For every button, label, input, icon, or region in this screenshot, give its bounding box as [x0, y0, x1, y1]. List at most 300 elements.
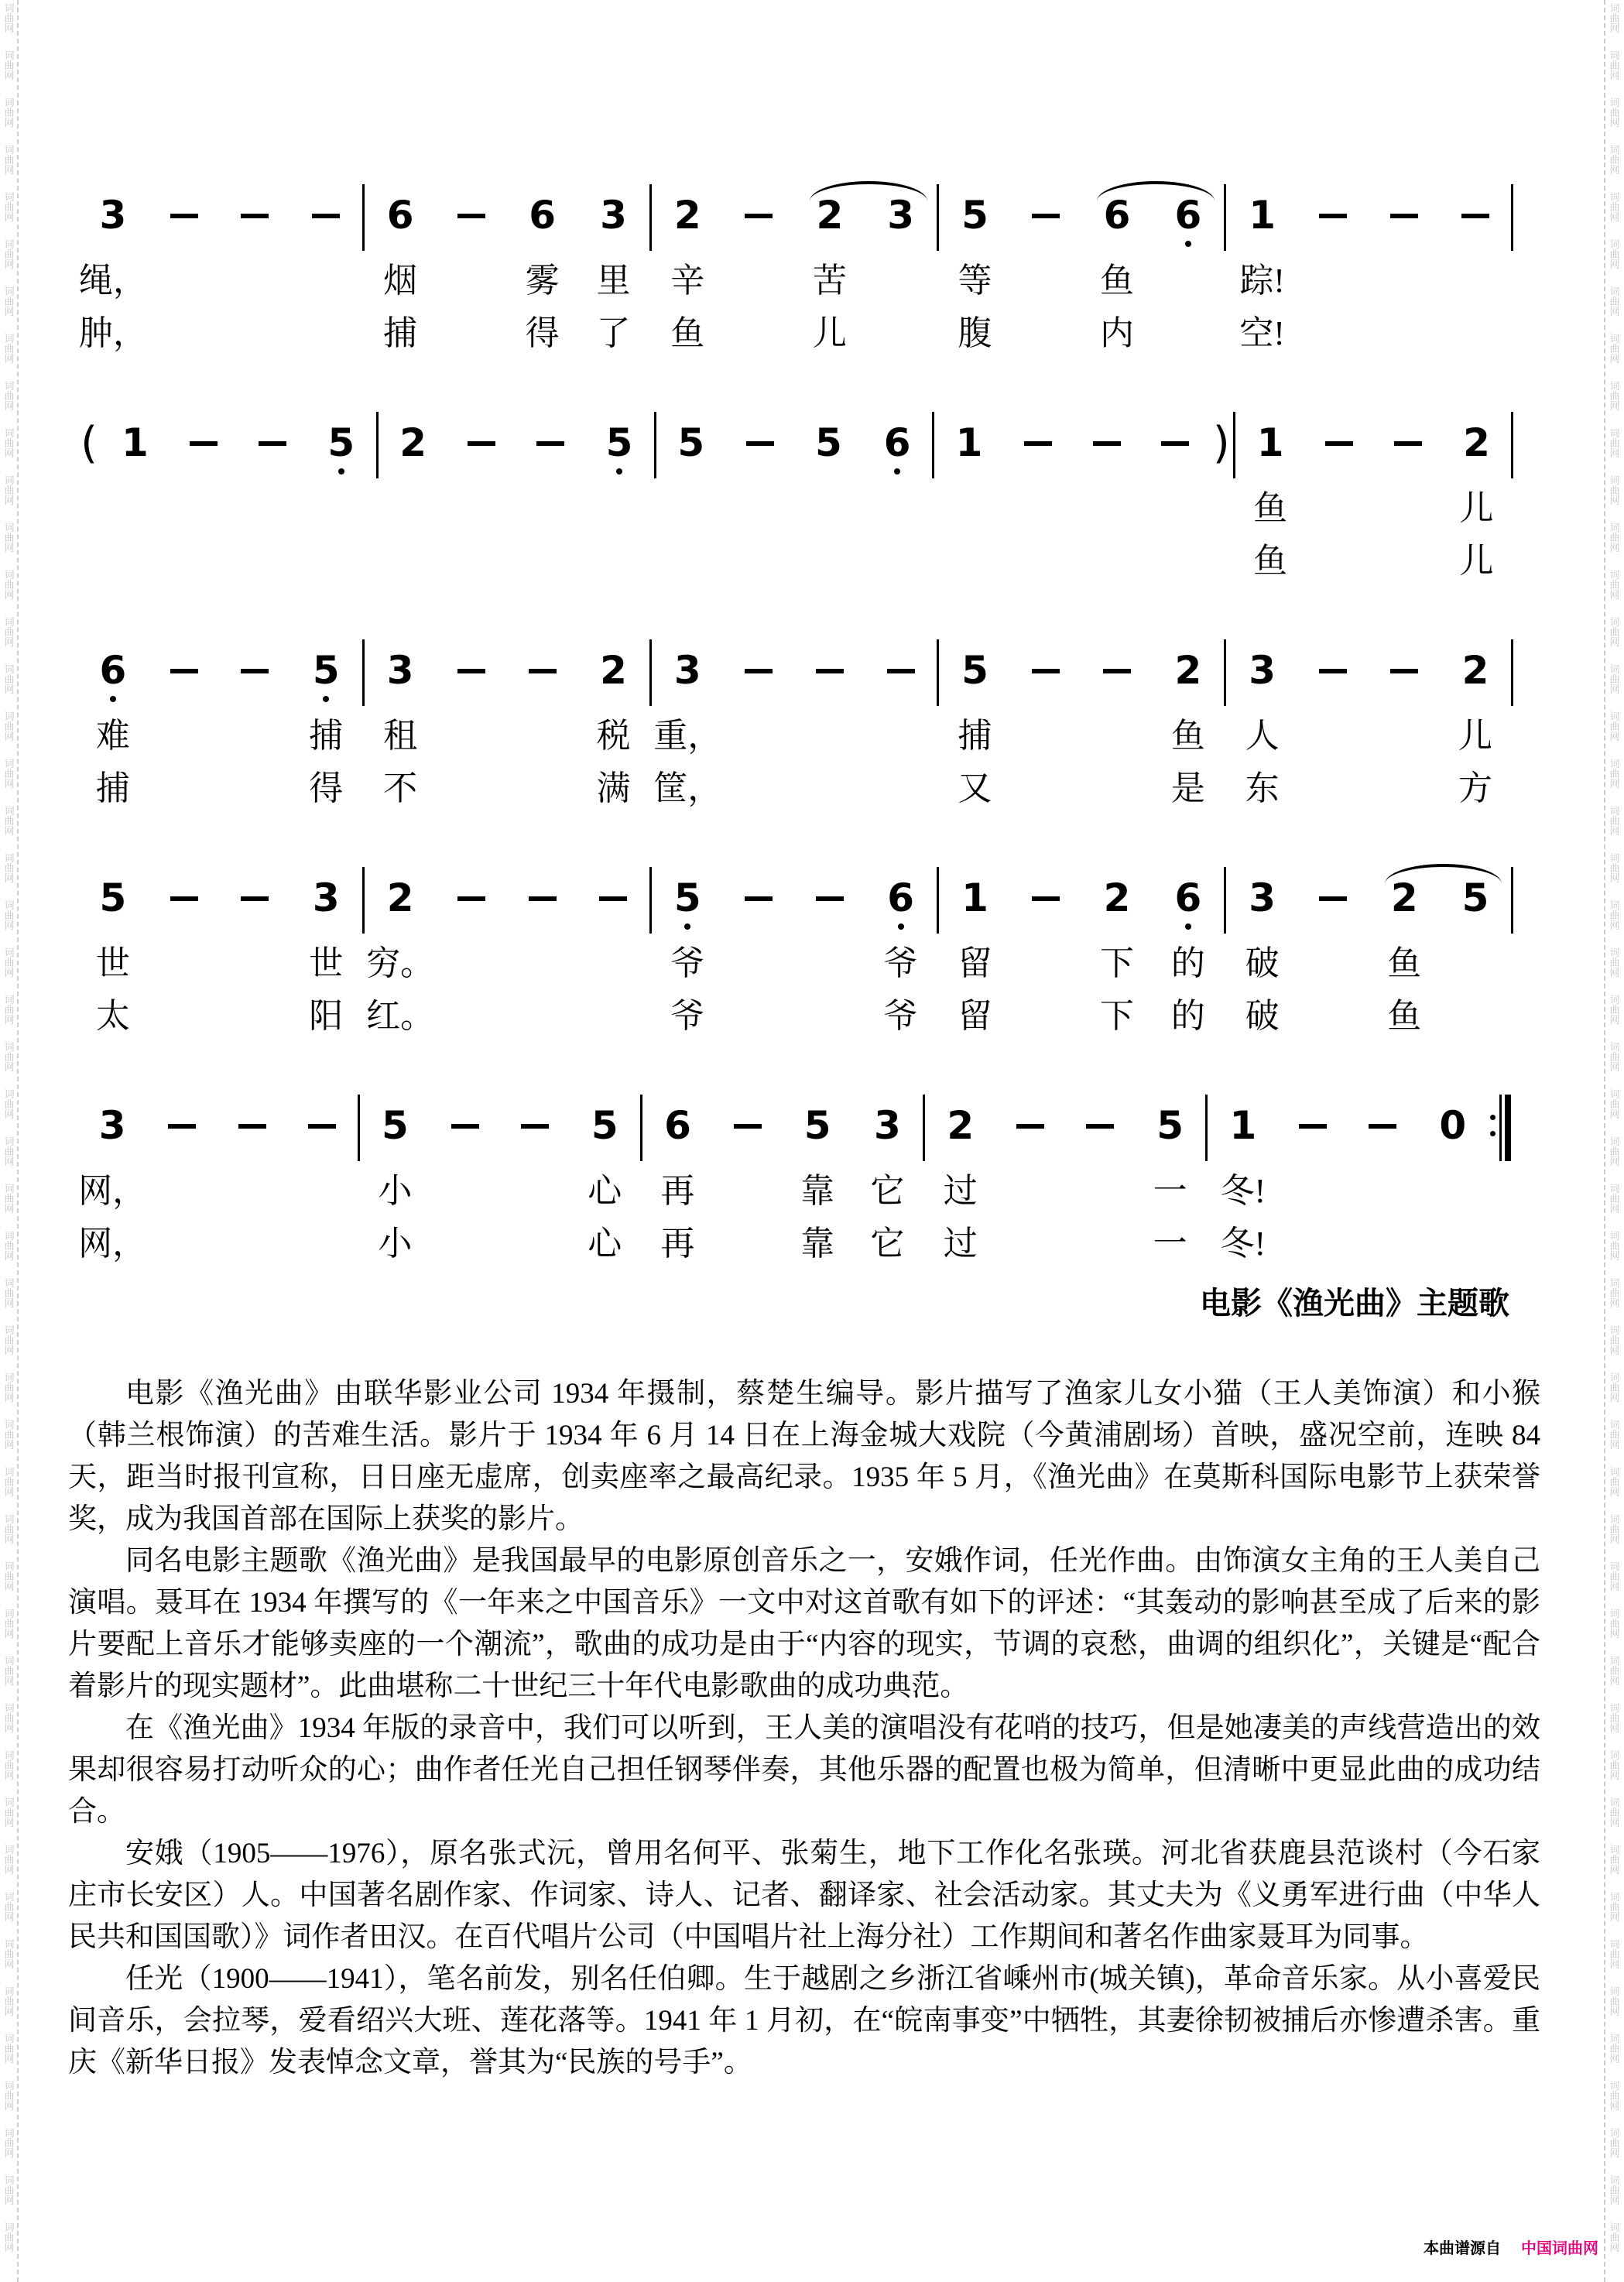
lyric-line2 — [436, 768, 507, 821]
lyric-line2: 心 — [588, 1225, 622, 1263]
lyric-line1: 爷 — [883, 944, 918, 982]
lyric-line2 — [863, 540, 932, 593]
lyric-line1 — [578, 943, 649, 995]
lyric-line2 — [585, 540, 654, 593]
lyric-line2 — [1511, 995, 1514, 1048]
dash-token — [723, 649, 794, 821]
watermark-text: 词 曲 网 — [4, 2222, 15, 2253]
watermark-text: 词 曲 网 — [1609, 1513, 1620, 1545]
lyric-line2: 鱼 — [1253, 542, 1288, 580]
watermark-text: 词 曲 网 — [1609, 2, 1620, 34]
watermark-text: 词 曲 网 — [4, 1088, 15, 1120]
lyric-line2 — [865, 768, 937, 821]
dash-token — [149, 649, 220, 821]
lyric-line1 — [1348, 1170, 1417, 1223]
source-credit — [1424, 2236, 1598, 2258]
lyric-line2 — [1369, 313, 1440, 365]
note-token: 1 — [101, 421, 170, 593]
lyric-line1 — [170, 488, 238, 540]
lyric-line1 — [1418, 1170, 1488, 1223]
paragraph: 电影《渔光曲》由联华影业公司 1934 年摄制，蔡楚生编导。影片描写了渔家儿女小猫（王人美饰演）和小猴（韩兰根饰演）的苦难生活。影片于 1934 年 6 月 14 日在上海金城大戏院（今黄浦剧场）首映，盛况空前，连映 84 天，距当时报刊宣称，日日座无虚席，创卖座率之最高纪录。1935 年 5 月，《渔光曲》在莫斯科国际电影节上获荣誉奖，成为我国首部在国际上获奖的影片。 — [68, 1378, 1540, 1535]
lyric-line1 — [1440, 260, 1511, 313]
lyric-line2 — [170, 540, 238, 593]
paragraph: 同名电影主题歌《渔光曲》是我国最早的电影原创音乐之一，安娥作词，任光作曲。由饰演女主角的王人美自己演唱。聂耳在 1934 年撰写的《一年来之中国音乐》一文中对这首歌有如下的评述：“其轰动的影响甚至成了后来的影片要配上音乐才能够卖座的一个潮流”，歌曲的成功是由于“内容的现实，节调的哀愁，曲调的组织化”，关键是“配合着影片的现实题材”。此曲堪称二十世纪三十年代电影歌曲的成功典范。 — [68, 1545, 1540, 1702]
note-token: 6 — [863, 421, 932, 593]
watermark-text: 词 曲 网 — [1609, 238, 1620, 270]
watermark-text: 词 曲 网 — [4, 380, 15, 412]
lyric-line2 — [1141, 540, 1210, 593]
watermark-text: 词 曲 网 — [1609, 994, 1620, 1026]
lyric-line2: 是 — [1170, 769, 1205, 807]
lyric-line2: 又 — [958, 769, 992, 807]
watermark-text: 词 曲 网 — [4, 805, 15, 837]
watermark-text: 词 曲 网 — [4, 1513, 15, 1545]
watermark-text: 词 曲 网 — [4, 427, 15, 459]
paragraph: 安娥（1905——1976），原名张式沅，曾用名何平、张菊生，地下工作化名张瑛。河北省获鹿县范谈村（今石家庄市长安区）人。中国著名剧作家、作词家、诗人、记者、翻译家、社会活动家。其丈夫为《义勇军进行曲（中华人民共和国国歌）》词作者田汉。在百代唱片公司（中国唱片社上海分社）工作期间和著名作曲家聂耳为同事。 — [68, 1838, 1540, 1953]
watermark-text: 词 曲 网 — [4, 50, 15, 81]
lyric-line2: 靠 — [800, 1225, 835, 1263]
dash-token — [794, 649, 865, 821]
lyric-line2: 得 — [309, 769, 344, 807]
lyric-line2 — [578, 995, 649, 1048]
lyric-line1: 鱼 — [1253, 489, 1288, 527]
dash-token — [507, 876, 578, 1048]
note-token: 5 心 心 — [570, 1104, 639, 1276]
lyric-line2 — [1003, 540, 1072, 593]
lyric-line1: 破 — [1245, 944, 1280, 982]
note-token: 0 — [1418, 1104, 1488, 1276]
lyric-line1: 世 — [309, 944, 344, 982]
lyric-line2: 方 — [1458, 769, 1493, 807]
note-token: 3 里 了 — [578, 194, 649, 365]
lyric-line2 — [1511, 768, 1514, 821]
lyric-line1 — [1373, 488, 1442, 540]
note-token: 5 爷 爷 — [652, 876, 723, 1048]
watermark-text: 词 曲 网 — [4, 144, 15, 176]
dash-token — [1373, 421, 1442, 593]
watermark-text: 词 曲 网 — [1609, 1183, 1620, 1215]
lyric-line1 — [220, 715, 291, 768]
lyric-line1 — [220, 260, 291, 313]
note-token: 3 重， 筐， — [652, 649, 723, 821]
watermark-text: 词 曲 网 — [1609, 1891, 1620, 1923]
slur-arc — [1385, 864, 1502, 884]
watermark-text: 词 曲 网 — [1609, 1372, 1620, 1403]
lyric-line2 — [1210, 540, 1233, 593]
watermark-text: 词 曲 网 — [1609, 2080, 1620, 2112]
lyric-line1 — [507, 715, 578, 768]
lyric-line2 — [713, 1223, 783, 1276]
lyric-line2: 爷 — [670, 997, 705, 1035]
watermark-text: 词 曲 网 — [4, 1419, 15, 1451]
watermark-text: 词 曲 网 — [1609, 1466, 1620, 1498]
lyric-line1 — [723, 260, 794, 313]
lyric-line2: 留 — [958, 997, 992, 1035]
watermark-text: 词 曲 网 — [4, 994, 15, 1026]
lyric-line1 — [1010, 260, 1081, 313]
dash-token — [149, 876, 220, 1048]
lyric-line2 — [1278, 1223, 1348, 1276]
dash-token — [1298, 876, 1369, 1048]
watermark-text: 词 曲 网 — [1609, 2033, 1620, 2064]
dash-token — [220, 194, 291, 365]
note-token: 5 — [307, 421, 375, 593]
lyric-line1: 小 — [378, 1172, 413, 1210]
lyric-line1: 踪! — [1239, 262, 1285, 300]
dash-token — [287, 1104, 357, 1276]
dash-token — [500, 1104, 570, 1276]
lyric-line1 — [1278, 1170, 1348, 1223]
watermark-text: 词 曲 网 — [4, 191, 15, 223]
watermark-text: 词 曲 网 — [4, 1466, 15, 1498]
dash-token — [725, 421, 794, 593]
lyric-line1 — [585, 488, 654, 540]
dash-token — [218, 1104, 287, 1276]
lyric-line1 — [863, 488, 932, 540]
lyric-line2: 捕 — [383, 314, 418, 352]
lyric-line2 — [865, 313, 937, 365]
lyric-line2 — [379, 540, 447, 593]
watermark-text: 词 曲 网 — [1609, 758, 1620, 790]
lyric-line2: 儿 — [1459, 542, 1494, 580]
watermark-text: 词 曲 网 — [4, 1324, 15, 1356]
lyric-line2 — [220, 313, 291, 365]
lyric-line2 — [1305, 540, 1374, 593]
lyric-line2 — [507, 995, 578, 1048]
lyric-line1 — [1210, 488, 1233, 540]
lyric-line1: 它 — [870, 1172, 905, 1210]
barline — [1511, 649, 1514, 821]
lyric-line1 — [238, 488, 307, 540]
lyric-line2 — [307, 540, 375, 593]
note-token: 3 它 它 — [852, 1104, 922, 1276]
lyric-line1 — [713, 1170, 783, 1223]
dash-token — [1298, 194, 1369, 365]
paragraph: 任光（1900——1941），笔名前发，别名任伯卿。生于越剧之乡浙江省嵊州市(城关镇)，革命音乐家。从小喜爱民间音乐，会拉琴，爱看绍兴大班、莲花落等。1941 年 1 月初，在“皖南事变”中牺牲，其妻徐韧被捕后亦惨遭杀害。重庆《新华日报》发表悼念文章，誉其为“民族的号手”。 — [68, 1963, 1540, 2078]
lyric-line1: 儿 — [1458, 717, 1493, 755]
lyric-line2 — [1081, 768, 1153, 821]
lyric-line1 — [1003, 488, 1072, 540]
lyric-line1: 儿 — [1459, 489, 1494, 527]
lyric-line2: 鱼 — [1387, 997, 1422, 1035]
lyric-line1: 再 — [660, 1172, 695, 1210]
watermark-text: 词 曲 网 — [1609, 2222, 1620, 2253]
lyric-line2 — [290, 313, 361, 365]
watermark-text: 词 曲 网 — [1609, 427, 1620, 459]
watermark-text: 词 曲 网 — [4, 852, 15, 884]
lyric-line1 — [723, 943, 794, 995]
info-text — [68, 1373, 1540, 2084]
lyric-line2 — [1511, 540, 1514, 593]
lyric-line2 — [1418, 1223, 1488, 1276]
paren-token: ) — [1210, 421, 1233, 593]
lyric-line1 — [1153, 260, 1224, 313]
lyric-line1 — [290, 260, 361, 313]
lyric-line1 — [436, 943, 507, 995]
watermark-right — [1607, 3, 1622, 2282]
lyric-line2: 腹 — [958, 314, 992, 352]
note-token: 5 等 腹 — [940, 194, 1011, 365]
lyric-line2 — [1298, 313, 1369, 365]
lyric-line2 — [77, 540, 101, 593]
note-token: 2 鱼 鱼 — [1369, 876, 1440, 1048]
watermark-text: 词 曲 网 — [4, 1844, 15, 1876]
lyric-line1 — [516, 488, 585, 540]
lyric-line2: 东 — [1245, 769, 1280, 807]
lyric-line2 — [1010, 313, 1081, 365]
lyric-line1 — [794, 488, 863, 540]
lyric-line1 — [1010, 715, 1081, 768]
dash-token — [1305, 421, 1374, 593]
lyric-line1 — [794, 715, 865, 768]
lyric-line1: 烟 — [383, 262, 418, 300]
lyric-line1: 鱼 — [1387, 944, 1422, 982]
score-system — [77, 649, 1514, 821]
lyric-line2: 阳 — [309, 997, 344, 1035]
lyric-line2 — [794, 995, 865, 1048]
note-token: 5 — [585, 421, 654, 593]
lyric-line2: 满 — [596, 769, 631, 807]
note-token: 5 — [1440, 876, 1511, 1048]
watermark-text: 词 曲 网 — [4, 1608, 15, 1640]
song-caption: 电影《渔光曲》主题歌 — [1200, 1286, 1509, 1321]
lyric-line2 — [656, 540, 725, 593]
lyric-line1: 等 — [958, 262, 992, 300]
lyric-line1 — [1369, 260, 1440, 313]
left-dashed-border — [17, 0, 19, 2282]
watermark-text: 词 曲 网 — [1609, 522, 1620, 553]
lyric-line1 — [430, 1170, 499, 1223]
watermark-text: 词 曲 网 — [1609, 1986, 1620, 2017]
dash-token — [516, 421, 585, 593]
lyric-line1 — [656, 488, 725, 540]
watermark-text: 词 曲 网 — [4, 1372, 15, 1403]
lyric-line1: 捕 — [958, 717, 992, 755]
lyric-line1 — [1065, 1170, 1135, 1223]
dash-token — [436, 876, 507, 1048]
lyric-line2 — [794, 540, 863, 593]
watermark-text: 词 曲 网 — [4, 2127, 15, 2159]
note-token: 6 的 的 — [1153, 876, 1224, 1048]
lyric-line1 — [1298, 943, 1369, 995]
watermark-text: 词 曲 网 — [1609, 1844, 1620, 1876]
watermark-text: 词 曲 网 — [4, 286, 15, 317]
lyric-line2: 太 — [95, 997, 130, 1035]
watermark-text: 词 曲 网 — [4, 2174, 15, 2206]
watermark-text: 词 曲 网 — [1609, 380, 1620, 412]
lyric-line1: 租 — [383, 717, 418, 755]
dash-token — [713, 1104, 783, 1276]
note-token: 6 爷 爷 — [865, 876, 937, 1048]
dash-token — [1278, 1104, 1348, 1276]
watermark-text: 词 曲 网 — [4, 1561, 15, 1592]
lyric-line2 — [500, 1223, 570, 1276]
lyric-line2 — [1348, 1223, 1417, 1276]
lyric-line1 — [1010, 943, 1081, 995]
lyric-line2 — [220, 995, 291, 1048]
lyric-line2 — [436, 313, 507, 365]
watermark-text: 词 曲 网 — [4, 2, 15, 34]
note-token: 5 — [794, 421, 863, 593]
watermark-text: 词 曲 网 — [4, 1702, 15, 1734]
lyric-line2 — [1072, 540, 1141, 593]
dash-token — [995, 1104, 1065, 1276]
note-token: 1 踪! 空! — [1227, 194, 1298, 365]
note-token: 6 雾 得 — [507, 194, 578, 365]
watermark-text: 词 曲 网 — [1609, 899, 1620, 931]
watermark-text: 词 曲 网 — [1609, 616, 1620, 648]
dash-token — [1369, 649, 1440, 821]
lyric-line1: 人 — [1245, 717, 1280, 755]
lyric-line1 — [147, 1170, 217, 1223]
dash-token — [290, 194, 361, 365]
lyric-line2 — [794, 768, 865, 821]
lyric-line2 — [1440, 313, 1511, 365]
watermark-text: 词 曲 网 — [1609, 1938, 1620, 1970]
lyric-line1 — [1072, 488, 1141, 540]
dash-token — [436, 649, 507, 821]
watermark-text: 词 曲 网 — [4, 1277, 15, 1309]
lyric-line2: 肿， — [78, 314, 147, 352]
lyric-line2: 内 — [1100, 314, 1135, 352]
lyric-line1: 的 — [1170, 944, 1205, 982]
end-repeat-barline — [1488, 1104, 1514, 1276]
lyric-line1 — [725, 488, 794, 540]
lyric-line1 — [1298, 715, 1369, 768]
lyric-line1: 鱼 — [1100, 262, 1135, 300]
note-token: 6 难 捕 — [77, 649, 149, 821]
lyric-line2 — [1153, 313, 1224, 365]
watermark-text: 词 曲 网 — [1609, 947, 1620, 978]
lyric-line1: 难 — [95, 717, 130, 755]
lyric-line2: 冬! — [1220, 1225, 1266, 1263]
lyric-line1 — [436, 260, 507, 313]
dash-token — [1348, 1104, 1417, 1276]
lyric-line2 — [935, 540, 1004, 593]
watermark-text: 词 曲 网 — [4, 758, 15, 790]
note-token: 1 — [935, 421, 1004, 593]
note-token: 1 冬! 冬! — [1208, 1104, 1278, 1276]
lyric-line1: 绳， — [78, 262, 147, 300]
lyric-line1 — [1141, 488, 1210, 540]
lyric-line2 — [287, 1223, 357, 1276]
lyric-line1 — [500, 1170, 570, 1223]
note-token: 5 世 太 — [77, 876, 149, 1048]
watermark-text: 词 曲 网 — [4, 475, 15, 506]
dash-token — [238, 421, 307, 593]
note-token: 1 鱼 鱼 — [1236, 421, 1305, 593]
watermark-text: 词 曲 网 — [4, 1938, 15, 1970]
lyric-line1: 辛 — [670, 262, 705, 300]
dash-token — [1010, 194, 1081, 365]
watermark-text: 词 曲 网 — [4, 1230, 15, 1262]
watermark-left — [2, 3, 17, 2282]
watermark-text: 词 曲 网 — [1609, 663, 1620, 695]
watermark-text: 词 曲 网 — [1609, 569, 1620, 601]
watermark-text: 词 曲 网 — [4, 1136, 15, 1167]
watermark-text: 词 曲 网 — [1609, 333, 1620, 365]
score-system — [77, 1104, 1514, 1276]
lyric-line1 — [149, 260, 220, 313]
lyric-line2: 红。 — [366, 997, 435, 1035]
lyric-line1 — [149, 943, 220, 995]
lyric-line1: 下 — [1100, 944, 1135, 982]
lyric-line1 — [379, 488, 447, 540]
watermark-text: 词 曲 网 — [4, 899, 15, 931]
lyric-line2 — [1488, 1223, 1514, 1276]
watermark-text: 词 曲 网 — [1609, 475, 1620, 506]
note-token: 5 捕 得 — [290, 649, 361, 821]
lyric-line2 — [507, 768, 578, 821]
source-site-link[interactable]: 中国词曲网 — [1521, 2240, 1598, 2257]
note-token: 6 烟 捕 — [365, 194, 436, 365]
lyric-line2: 筐， — [653, 769, 722, 807]
dash-token — [1065, 1104, 1135, 1276]
lyric-line2 — [149, 995, 220, 1048]
lyric-line2: 捕 — [95, 769, 130, 807]
lyric-line1: 重， — [653, 717, 722, 755]
dash-token — [1010, 876, 1081, 1048]
lyric-line2 — [218, 1223, 287, 1276]
watermark-text: 词 曲 网 — [1609, 286, 1620, 317]
lyric-line2: 过 — [943, 1225, 978, 1263]
lyric-line1 — [507, 943, 578, 995]
lyric-line1 — [220, 943, 291, 995]
lyric-line1: 穷。 — [366, 944, 435, 982]
lyric-line1: 留 — [958, 944, 992, 982]
lyric-line2 — [1373, 540, 1442, 593]
lyric-line1 — [218, 1170, 287, 1223]
note-token: 2 辛 鱼 — [652, 194, 723, 365]
watermark-text: 词 曲 网 — [4, 1891, 15, 1923]
watermark-text: 词 曲 网 — [1609, 1136, 1620, 1167]
lyric-line2: 爷 — [883, 997, 918, 1035]
dash-token — [1298, 649, 1369, 821]
lyric-line1 — [794, 943, 865, 995]
watermark-text: 词 曲 网 — [4, 1797, 15, 1828]
lyric-line1 — [1305, 488, 1374, 540]
lyric-line1: 鱼 — [1170, 717, 1205, 755]
lyric-line2 — [220, 768, 291, 821]
lyric-line2: 破 — [1245, 997, 1280, 1035]
watermark-text: 词 曲 网 — [4, 333, 15, 365]
lyric-line1 — [935, 488, 1004, 540]
lyric-line1 — [1298, 260, 1369, 313]
dash-token — [1072, 421, 1141, 593]
jianpu-score — [77, 194, 1514, 1331]
paren-token: ( — [77, 421, 101, 593]
watermark-text: 词 曲 网 — [1609, 1041, 1620, 1073]
lyric-line2 — [1511, 313, 1514, 365]
lyric-line2: 再 — [660, 1225, 695, 1263]
note-token: 1 留 留 — [940, 876, 1011, 1048]
note-token: 2 穷。 红。 — [365, 876, 436, 1048]
note-token: 3 网， 网， — [77, 1104, 147, 1276]
watermark-text: 词 曲 网 — [1609, 1561, 1620, 1592]
lyric-line2 — [436, 995, 507, 1048]
dash-token — [147, 1104, 217, 1276]
watermark-text: 词 曲 网 — [4, 1986, 15, 2017]
lyric-line2: 得 — [525, 314, 560, 352]
note-token: 3 破 破 — [1227, 876, 1298, 1048]
lyric-line1 — [995, 1170, 1065, 1223]
watermark-text: 词 曲 网 — [4, 238, 15, 270]
watermark-text: 词 曲 网 — [1609, 852, 1620, 884]
lyric-line2 — [516, 540, 585, 593]
lyric-line2 — [723, 313, 794, 365]
note-token: 5 小 小 — [360, 1104, 430, 1276]
dash-token — [507, 649, 578, 821]
